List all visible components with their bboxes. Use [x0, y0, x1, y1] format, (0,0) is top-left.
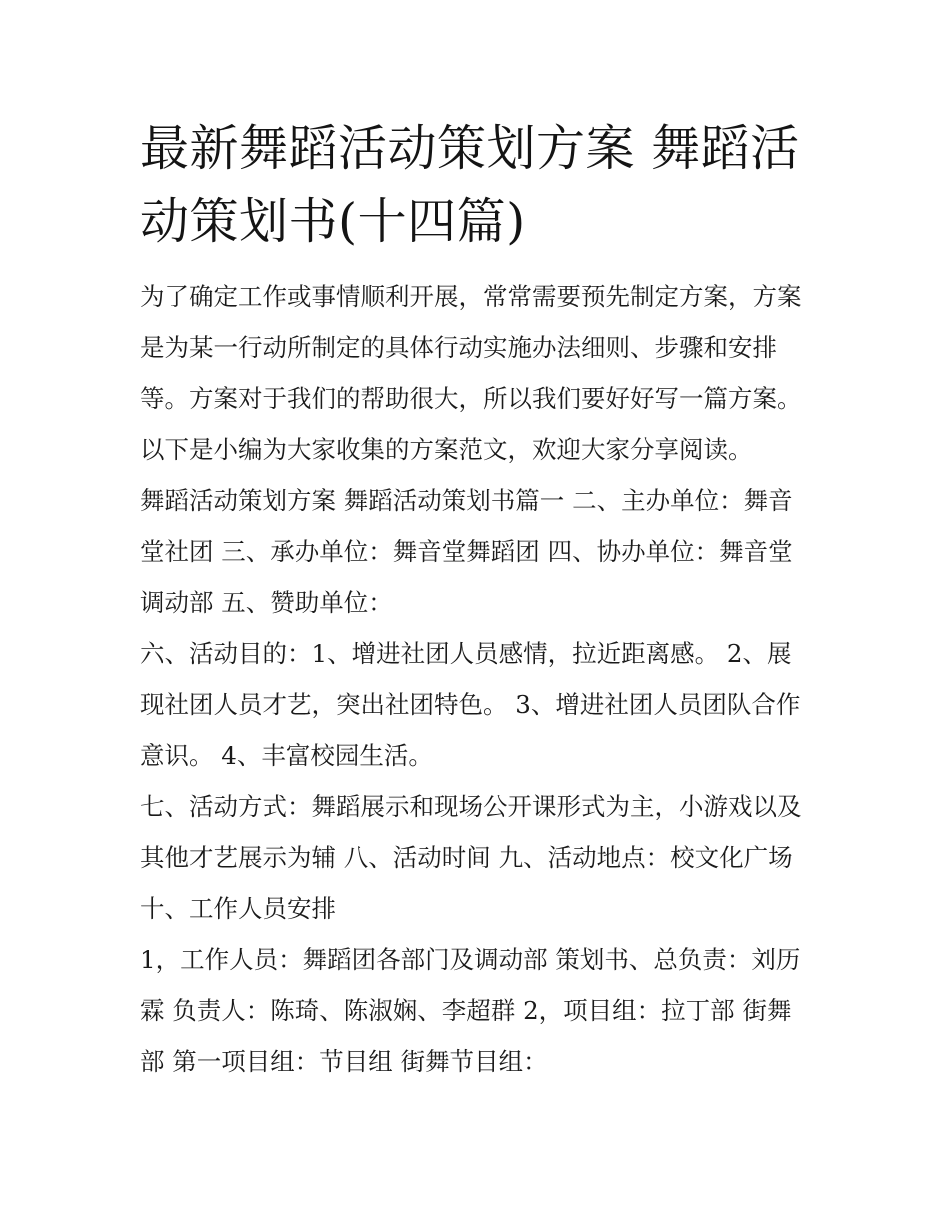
- text-line: 意识。 4、丰富校园生活。: [140, 741, 433, 770]
- text-line: 部 第一项目组：节目组 街舞节目组：: [140, 1047, 548, 1076]
- text-line: 1，工作人员：舞蹈团各部门及调动部 策划书、总负责：刘历: [140, 945, 801, 974]
- text-line: 调动部 五、赞助单位：: [140, 588, 393, 617]
- text-line: 十、工作人员安排: [140, 894, 336, 923]
- text-line: 七、活动方式：舞蹈展示和现场公开课形式为主，小游戏以及: [140, 792, 802, 821]
- paragraph-staff: [140, 934, 820, 1087]
- text-line: 堂社团 三、承办单位：舞音堂舞蹈团 四、协办单位：舞音堂: [140, 537, 793, 566]
- text-line: 等。方案对于我们的帮助很大，所以我们要好好写一篇方案。: [140, 384, 802, 413]
- text-line: 以下是小编为大家收集的方案范文，欢迎大家分享阅读。: [140, 435, 753, 464]
- text-line: 为了确定工作或事情顺利开展，常常需要预先制定方案，方案: [140, 282, 802, 311]
- paragraph-intro: [140, 271, 820, 475]
- paragraph-goals: [140, 628, 820, 781]
- text-line: 霖 负责人：陈琦、陈淑娴、李超群 2，项目组：拉丁部 街舞: [140, 996, 792, 1025]
- text-line: 六、活动目的：1、增进社团人员感情，拉近距离感。 2、展: [140, 639, 792, 668]
- paragraph-method: [140, 781, 820, 934]
- document-title: [140, 112, 820, 258]
- text-line: 舞蹈活动策划方案 舞蹈活动策划书篇一 二、主办单位：舞音: [140, 486, 793, 515]
- paragraph-organizers: [140, 475, 820, 628]
- document-body: [140, 271, 820, 1087]
- title-line-2: 动策划书(十四篇): [140, 193, 526, 250]
- text-line: 现社团人员才艺，突出社团特色。 3、增进社团人员团队合作: [140, 690, 801, 719]
- text-line: 其他才艺展示为辅 八、活动时间 九、活动地点：校文化广场: [140, 843, 793, 872]
- text-line: 是为某一行动所制定的具体行动实施办法细则、步骤和安排: [140, 333, 777, 362]
- title-line-1: 最新舞蹈活动策划方案 舞蹈活: [140, 120, 800, 177]
